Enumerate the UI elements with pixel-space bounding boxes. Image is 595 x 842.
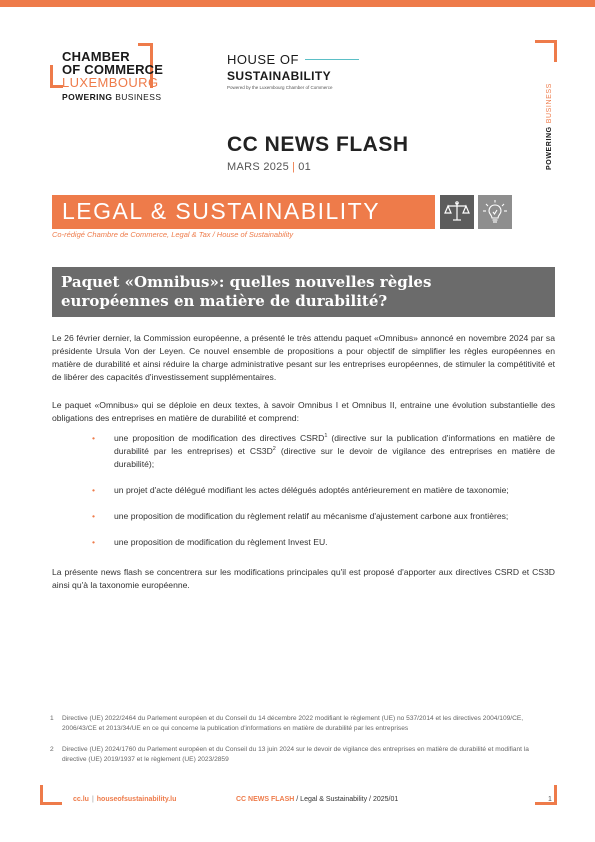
list-item — [52, 484, 555, 497]
article-heading-box — [52, 267, 555, 317]
section-credit: Co-rédigé Chambre de Commerce, Legal & Tax / House of Sustainability — [52, 230, 294, 239]
footnote-ref-2[interactable]: 2 — [272, 446, 276, 453]
news-flash-title: CC NEWS FLASH — [227, 133, 409, 156]
hos-rule — [305, 59, 359, 60]
list-spacer — [52, 523, 555, 536]
article-paragraph-3: La présente news flash se concentrera sur les modifications principales qu'il est proposé d'apporter aux directives CSRD et CS3D ainsi qu'à la taxonomie européenne. — [52, 567, 555, 590]
footer-doc-ref — [236, 796, 398, 803]
issue-number: 01 — [298, 161, 312, 173]
bullet-mark: • — [92, 433, 96, 443]
list-item — [52, 536, 555, 549]
bullet-text-c: (directive sur le devoir de vigilance des entreprises en matière de durabilité); — [114, 446, 555, 469]
logo-line-1: CHAMBER — [62, 49, 130, 64]
bullet-text-b: (directive sur la publication d'informations en matière de durabilité par les entreprises) et CS3D — [114, 433, 555, 456]
footer-link-cc[interactable]: cc.lu — [73, 796, 89, 803]
bullet-text-a: une proposition de modification des directives CSRD — [114, 433, 325, 443]
logo-line-3: LUXEMBOURG — [62, 75, 159, 90]
section-title: LEGAL & SUSTAINABILITY — [62, 198, 381, 224]
date-separator: | — [292, 161, 296, 173]
top-accent-bar — [0, 0, 595, 7]
corner-bracket-bottom-right — [535, 785, 557, 805]
corner-bracket-bottom-left — [40, 785, 62, 805]
logo-line-2: OF COMMERCE — [62, 62, 164, 77]
section-banner — [52, 195, 435, 229]
footer-links — [73, 796, 176, 803]
hos-line-1-text: HOUSE OF — [227, 52, 299, 67]
scales-icon — [440, 195, 474, 229]
footnote-2 — [52, 745, 555, 765]
bullet-mark: • — [92, 485, 96, 495]
bullet-mark: • — [92, 511, 96, 521]
article-heading: Paquet «Omnibus»: quelles nouvelles règles européennes en matière de durabilité? — [61, 273, 432, 310]
page-number: 1 — [548, 796, 552, 803]
bullet-list — [52, 432, 555, 549]
logo-tagline — [62, 91, 163, 104]
list-item — [52, 510, 555, 523]
hos-line-3: Powered by the Luxembourg Chamber of Commerce — [227, 85, 333, 90]
hos-line-1 — [227, 52, 359, 67]
footnote-1 — [52, 714, 555, 734]
side-tagline — [546, 83, 553, 170]
bullet-mark: • — [92, 537, 96, 547]
footer-doc-ref-rest: / Legal & Sustainability / 2025/01 — [294, 796, 399, 803]
bullet-text: un projet d'acte délégué modifiant les actes délégués adoptés antérieurement en matière de taxonomie; — [114, 485, 509, 495]
article-paragraph-2: Le paquet «Omnibus» qui se déploie en deux textes, à savoir Omnibus I et Omnibus II, entraine une évolution substantielle des obligations des entreprises en matière de durabilité et comprend: — [52, 400, 555, 423]
footnote-ref-1[interactable]: 1 — [324, 433, 328, 440]
news-flash-date — [227, 161, 311, 173]
bullet-text: une proposition de modification du règlement Invest EU. — [114, 537, 328, 547]
hos-line-2: SUSTAINABILITY — [227, 69, 332, 83]
side-tagline-light: BUSINESS — [546, 83, 553, 124]
article-paragraph-1: Le 26 février dernier, la Commission européenne, a présenté le très attendu paquet «Omnibus» annoncé en novembre 2024 par sa présidente Ursula Von der Leyen. Ce nouvel ensemble de propositions a pour objectif de simplifier les règles européennes en matière de durabilité et ainsi réduire la charge administrative pesant sur les entreprises européennes, de stimuler la compétitivité et de libérer des capacités d'investissement supplémentaires. — [52, 333, 555, 382]
list-spacer — [52, 471, 555, 484]
footnote-text: Directive (UE) 2024/1760 du Parlement européen et du Conseil du 13 juin 2024 sur le devoir de vigilance des entreprises en matière de durabilité et modifiant la directive (UE) 2019/1937 et le règlement (UE) 2023/2859 — [62, 746, 529, 763]
bullet-text — [114, 432, 555, 471]
logo-tagline-bold: POWERING — [62, 92, 113, 102]
chamber-of-commerce-logo — [62, 50, 163, 104]
list-spacer — [52, 497, 555, 510]
bullet-text: une proposition de modification du règlement relatif au mécanisme d'ajustement carbone aux frontières; — [114, 511, 509, 521]
house-of-sustainability-logo — [227, 52, 359, 90]
footnote-number: 1 — [50, 715, 54, 722]
list-item — [52, 432, 555, 471]
footer-link-separator: | — [91, 796, 94, 803]
footnote-text: Directive (UE) 2022/2464 du Parlement européen et du Conseil du 14 décembre 2022 modifiant le règlement (UE) no 537/2014 et les directives 2004/109/CE, 2006/43/CE et 2013/34/UE en ce qui concerne la publication d'informations en matière de durabilité par les entreprises — [62, 715, 524, 732]
footer-doc-ref-bold: CC NEWS FLASH — [236, 796, 295, 803]
logo-tagline-light: BUSINESS — [115, 92, 162, 102]
issue-date: MARS 2025 — [227, 161, 290, 173]
footer-link-hos[interactable]: houseofsustainability.lu — [96, 796, 177, 803]
corner-bracket-top-right — [535, 40, 557, 62]
footnote-number: 2 — [50, 746, 54, 753]
lightbulb-icon — [478, 195, 512, 229]
side-tagline-bold: POWERING — [546, 126, 553, 170]
